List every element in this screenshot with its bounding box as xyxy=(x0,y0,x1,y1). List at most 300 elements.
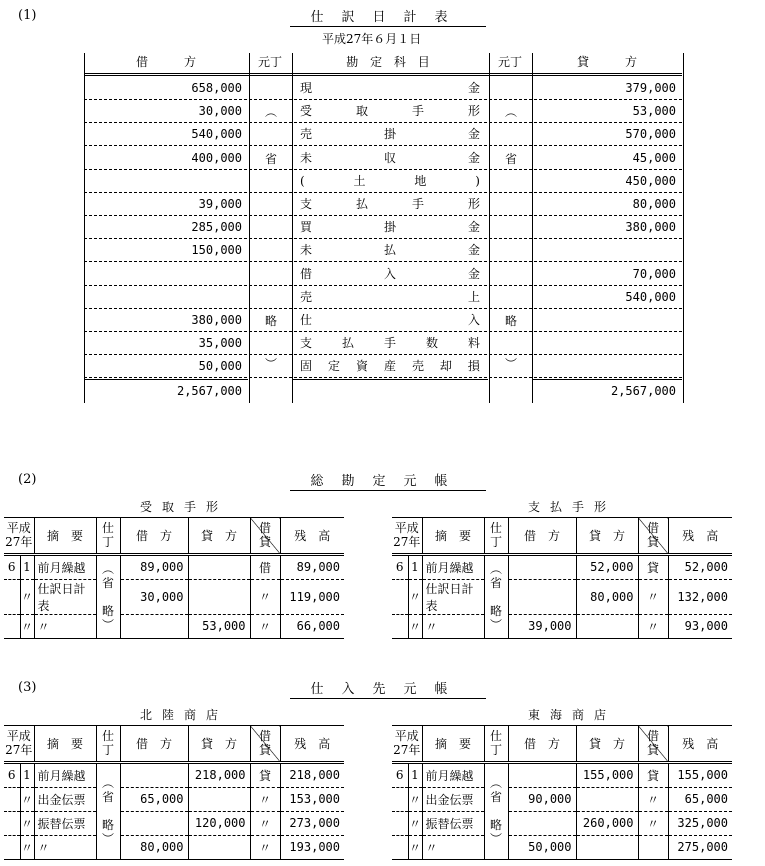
journal-row xyxy=(84,170,682,193)
ledger-day: 1 xyxy=(408,554,422,579)
account-name xyxy=(292,263,488,285)
account-char: 仕 xyxy=(300,313,313,327)
journal-row xyxy=(84,147,682,170)
ledger-dc: 貸 xyxy=(638,554,668,579)
ledger-header-dc xyxy=(250,726,280,762)
omit-2: 略 xyxy=(101,603,114,618)
account-name xyxy=(292,193,488,215)
ledger-debit: 30,000 xyxy=(120,579,188,614)
ledger-row xyxy=(392,579,732,614)
omit-1: 省 xyxy=(101,575,114,590)
ledger-month xyxy=(4,614,20,638)
ledger-header-era: 平成 xyxy=(6,729,31,744)
ledger-row xyxy=(4,811,344,835)
account-char: 産 xyxy=(383,359,396,374)
ref-omit-open-left: ︵ xyxy=(264,105,277,119)
ledger-header-ref-top: 仕 xyxy=(101,521,114,536)
ledger-month xyxy=(4,811,20,835)
total-debit: 2,567,000 xyxy=(84,379,248,402)
debit-amount: 150,000 xyxy=(191,243,242,258)
ledger-balance: 65,000 xyxy=(668,787,732,811)
ledger-header-ref-bottom: 丁 xyxy=(489,535,502,550)
account-char: 収 xyxy=(383,150,396,165)
ledger-header-dc xyxy=(250,518,280,554)
ledger-description: 振替伝票 xyxy=(422,811,484,835)
ledger-header-ref xyxy=(96,518,120,554)
ledger-header-dc-top: 借 xyxy=(258,729,271,744)
ledger-dc: 貸 xyxy=(250,762,280,787)
ledger-balance: 153,000 xyxy=(280,787,344,811)
debit-amount: 39,000 xyxy=(198,197,242,211)
account-char: 未 xyxy=(300,243,313,258)
ledger-table xyxy=(4,725,344,860)
ref-omit-1-right: 省 xyxy=(504,152,517,166)
ledger-header-debit: 借 方 xyxy=(120,518,188,554)
account-char: 料 xyxy=(467,336,480,351)
ledger-dc: 貸 xyxy=(638,762,668,787)
omit-close: ︶ xyxy=(489,617,502,632)
credit-amount: 540,000 xyxy=(625,289,676,304)
ledger-header-ref xyxy=(484,726,508,762)
ledger-day: 1 xyxy=(20,554,34,579)
ledger-row xyxy=(4,835,344,859)
ledger-day: 〃 xyxy=(20,614,34,638)
account-name xyxy=(292,147,488,169)
ledger-debit: 89,000 xyxy=(120,554,188,579)
ledger-header-debit: 借 方 xyxy=(120,726,188,762)
ledger-balance: 325,000 xyxy=(668,811,732,835)
ledger-table xyxy=(392,725,732,860)
ledger-ref-omitted xyxy=(96,762,120,859)
account-char: 入 xyxy=(467,313,480,327)
ledger-credit: 120,000 xyxy=(188,811,250,835)
header-debit: 借 方 xyxy=(135,55,196,69)
ledger-balance: 132,000 xyxy=(668,579,732,614)
ledger-account-name: 東海商店 xyxy=(527,708,616,722)
omit-2: 略 xyxy=(489,603,502,618)
ledger-header-era: 平成 xyxy=(394,729,419,744)
account-name xyxy=(292,332,488,354)
section-1-label: (1) xyxy=(18,8,37,23)
ledger-description: 仕訳日計表 xyxy=(422,579,484,614)
ref-omit-1-left: 省 xyxy=(264,152,277,166)
ledger-debit: 90,000 xyxy=(508,787,576,811)
journal-row xyxy=(84,123,682,146)
debit-amount: 285,000 xyxy=(191,220,242,235)
ledger-day: 〃 xyxy=(20,787,34,811)
ledger-header-desc: 摘 要 xyxy=(34,518,96,554)
ledger-description: 〃 xyxy=(34,835,96,859)
ledger-balance: 93,000 xyxy=(684,619,728,633)
ledger-header-ref-top: 仕 xyxy=(101,729,114,744)
omit-1: 省 xyxy=(101,790,114,804)
ledger-header-debit: 借 方 xyxy=(508,518,576,554)
ledger-dc xyxy=(638,835,668,859)
ledger-credit xyxy=(188,787,250,811)
ledger-header-balance: 残 高 xyxy=(280,518,344,554)
ledger-day: 〃 xyxy=(20,579,34,614)
ledger-debit xyxy=(508,762,576,787)
journal-summary-date: 平成27年６月１日 xyxy=(322,32,422,46)
credit-amount: 53,000 xyxy=(632,104,676,119)
ledger-credit: 53,000 xyxy=(188,614,250,638)
ledger-header-dc xyxy=(638,518,668,554)
account-name xyxy=(292,355,488,377)
omit-close: ︶ xyxy=(489,832,502,846)
journal-row xyxy=(84,355,682,378)
ledger-dc: 借 xyxy=(250,554,280,579)
credit-amount: 570,000 xyxy=(625,127,676,142)
account-char: 上 xyxy=(467,289,480,304)
ledger-account-name: 北陸商店 xyxy=(139,708,228,722)
ledger-row xyxy=(392,762,732,787)
ledger-row xyxy=(392,811,732,835)
ledger-header-ref-top: 仕 xyxy=(489,729,502,744)
omit-2: 略 xyxy=(101,818,114,832)
account-char: 受 xyxy=(300,104,313,119)
account-char: 土 xyxy=(353,173,366,188)
ledger-description: 振替伝票 xyxy=(34,811,96,835)
journal-summary-table xyxy=(84,53,682,403)
ledger-month xyxy=(392,835,408,859)
account-char: 売 xyxy=(300,127,313,142)
ledger-header-year: 27年 xyxy=(5,535,33,550)
account-char: 払 xyxy=(341,336,354,351)
ledger-dc: 〃 xyxy=(638,787,668,811)
account-char: ) xyxy=(475,173,480,188)
ledger-header-year: 27年 xyxy=(393,535,421,550)
ledger-day: 〃 xyxy=(408,579,422,614)
debit-amount: 400,000 xyxy=(191,150,242,165)
journal-row xyxy=(84,77,682,100)
ledger-debit xyxy=(508,811,576,835)
account-char: 借 xyxy=(300,266,313,281)
ledger-account-name: 支払手形 xyxy=(527,500,616,514)
account-name xyxy=(292,123,488,145)
ledger-balance: 52,000 xyxy=(668,554,732,579)
ledger-ref-omitted xyxy=(484,554,508,638)
credit-amount: 70,000 xyxy=(632,266,676,281)
ledger-description: 仕訳日計表 xyxy=(34,579,96,614)
account-char: 手 xyxy=(411,104,424,119)
ledger-header-ref-bottom: 丁 xyxy=(101,535,114,550)
credit-amount: 45,000 xyxy=(632,150,676,165)
ledger-credit: 52,000 xyxy=(576,554,638,579)
general-ledger-title: 総勘定元帳 xyxy=(290,470,486,491)
journal-row xyxy=(84,193,682,216)
ledger-day: 〃 xyxy=(408,787,422,811)
ledger-debit xyxy=(120,811,188,835)
ledger-dc: 〃 xyxy=(250,835,280,859)
account-name xyxy=(292,77,488,99)
ledger-row xyxy=(4,579,344,614)
debit-amount: 658,000 xyxy=(191,81,242,95)
ledger-description: 〃 xyxy=(422,614,484,638)
ledger-day: 〃 xyxy=(20,835,34,859)
ledger-header-date xyxy=(392,518,422,554)
ledger-header-balance: 残 高 xyxy=(668,518,732,554)
ledger-description: 前月繰越 xyxy=(422,554,484,579)
ledger-credit xyxy=(576,835,638,859)
account-char: 地 xyxy=(414,173,427,188)
ledger-balance: 119,000 xyxy=(280,579,344,614)
ledger-dc: 〃 xyxy=(638,811,668,835)
omit-close: ︶ xyxy=(101,832,114,846)
ledger-row xyxy=(4,554,344,579)
ledger-description: 出金伝票 xyxy=(422,787,484,811)
ledger-header-credit: 貸 方 xyxy=(576,518,638,554)
account-char: 数 xyxy=(425,336,438,351)
ledger-month xyxy=(4,835,20,859)
ledger-header-date xyxy=(4,518,34,554)
ref-omit-close-right: ︶ xyxy=(504,357,517,371)
total-account-blank xyxy=(292,379,488,401)
ledger-header-credit: 貸 方 xyxy=(576,726,638,762)
account-char: 払 xyxy=(355,197,368,211)
ledger-row xyxy=(392,787,732,811)
account-char: 損 xyxy=(467,359,480,374)
ledger-header-credit: 貸 方 xyxy=(188,518,250,554)
omit-open: ︵ xyxy=(489,561,502,576)
account-char: 資 xyxy=(355,359,368,374)
journal-row xyxy=(84,309,682,332)
ledger-month xyxy=(4,579,20,614)
account-char: 金 xyxy=(467,220,480,235)
omit-open: ︵ xyxy=(489,776,502,790)
debit-amount: 35,000 xyxy=(198,336,242,351)
ledger-balance: 273,000 xyxy=(280,811,344,835)
ledger-header-ref-top: 仕 xyxy=(489,521,502,536)
account-char: 現 xyxy=(300,81,313,95)
ledger-description: 出金伝票 xyxy=(34,787,96,811)
ledger-debit xyxy=(508,579,576,614)
ledger-header-debit: 借 方 xyxy=(508,726,576,762)
ledger-balance: 193,000 xyxy=(289,840,340,854)
ledger-header-balance: 残 高 xyxy=(668,726,732,762)
ledger-debit: 80,000 xyxy=(120,835,188,859)
ledger-credit xyxy=(188,835,250,859)
account-char: 形 xyxy=(467,104,480,119)
journal-row xyxy=(84,286,682,309)
debit-amount: 540,000 xyxy=(191,127,242,142)
credit-amount: 379,000 xyxy=(625,81,676,95)
section-2-label: (2) xyxy=(18,472,37,487)
credit-amount: 450,000 xyxy=(625,173,676,188)
account-name xyxy=(292,309,488,331)
ledger-description: 〃 xyxy=(422,835,484,859)
account-name xyxy=(292,286,488,308)
header-ref-left: 元丁 xyxy=(257,55,282,69)
ledger-credit xyxy=(576,787,638,811)
header-ref-right: 元丁 xyxy=(497,55,522,69)
journal-row xyxy=(84,263,682,286)
ledger-dc: 〃 xyxy=(638,614,668,638)
omit-1: 省 xyxy=(489,575,502,590)
omit-close: ︶ xyxy=(101,617,114,632)
journal-total-row xyxy=(84,379,682,401)
account-char: 売 xyxy=(300,289,313,304)
debit-amount: 50,000 xyxy=(198,359,242,374)
ledger-header-balance: 残 高 xyxy=(280,726,344,762)
ledger-header-dc-top: 借 xyxy=(646,521,659,536)
ledger-header-year: 27年 xyxy=(393,743,421,758)
ledger-table xyxy=(4,517,344,639)
ledger-month xyxy=(392,787,408,811)
ledger-ref-omitted xyxy=(96,554,120,638)
ledger-description: 〃 xyxy=(34,614,96,638)
ledger-day: 〃 xyxy=(408,811,422,835)
ledger-header-dc-bottom: 貸 xyxy=(258,535,271,550)
ledger-ref-omitted xyxy=(484,762,508,859)
journal-row xyxy=(84,100,682,123)
account-char: 入 xyxy=(383,266,396,281)
ledger-month xyxy=(392,811,408,835)
ref-omit-2-right: 略 xyxy=(504,314,517,328)
ledger-row xyxy=(392,554,732,579)
ledger-month: 6 xyxy=(392,762,408,787)
ledger-row xyxy=(4,762,344,787)
ledger-description: 前月繰越 xyxy=(34,554,96,579)
account-char: 売 xyxy=(411,359,424,374)
ledger-header-dc xyxy=(638,726,668,762)
ledger-day: 〃 xyxy=(408,835,422,859)
ledger-credit xyxy=(188,554,250,579)
ledger-header-dc-top: 借 xyxy=(258,521,271,536)
ref-omit-2-left: 略 xyxy=(264,314,277,328)
account-char: 金 xyxy=(467,266,480,281)
ledger-credit: 80,000 xyxy=(576,579,638,614)
omit-1: 省 xyxy=(489,790,502,804)
account-char: 固 xyxy=(300,359,313,374)
ledger-header-dc-bottom: 貸 xyxy=(646,535,659,550)
ledger-row xyxy=(4,787,344,811)
ledger-header-era: 平成 xyxy=(6,521,31,536)
ledger-header-ref-bottom: 丁 xyxy=(101,743,114,758)
journal-summary-header xyxy=(84,53,682,76)
account-char: 定 xyxy=(327,359,340,374)
journal-row xyxy=(84,332,682,355)
ledger-dc: 〃 xyxy=(250,787,280,811)
ledger-dc: 〃 xyxy=(250,614,280,638)
ledger-header-dc-bottom: 貸 xyxy=(258,743,271,758)
ledger-credit: 155,000 xyxy=(576,762,638,787)
credit-amount: 380,000 xyxy=(625,220,676,235)
ledger-account-name: 受取手形 xyxy=(139,500,228,514)
ledger-day: 〃 xyxy=(20,811,34,835)
ledger-header-year: 27年 xyxy=(5,743,33,758)
ledger-header-dc-top: 借 xyxy=(646,729,659,744)
account-char: 手 xyxy=(411,197,424,211)
total-credit: 2,567,000 xyxy=(532,379,682,402)
account-char: ( xyxy=(300,173,305,188)
account-char: 取 xyxy=(355,104,368,119)
ledger-day: 〃 xyxy=(408,614,422,638)
omit-open: ︵ xyxy=(101,561,114,576)
account-char: 手 xyxy=(383,336,396,351)
header-credit: 貸 方 xyxy=(576,55,637,69)
ledger-header-ref xyxy=(484,518,508,554)
ledger-table xyxy=(392,517,732,639)
account-char: 形 xyxy=(467,197,480,211)
omit-2: 略 xyxy=(489,818,502,832)
ledger-credit: 260,000 xyxy=(576,811,638,835)
ledger-debit: 50,000 xyxy=(508,835,576,859)
account-char: 金 xyxy=(467,81,480,95)
ledger-description: 前月繰越 xyxy=(422,762,484,787)
ledger-header-ref-bottom: 丁 xyxy=(489,743,502,758)
account-char: 掛 xyxy=(383,220,396,235)
ledger-description: 前月繰越 xyxy=(34,762,96,787)
ledger-header-date xyxy=(4,726,34,762)
ledger-row xyxy=(4,614,344,638)
ledger-credit: 218,000 xyxy=(188,762,250,787)
ledger-dc: 〃 xyxy=(250,811,280,835)
ledger-debit xyxy=(120,762,188,787)
ref-omit-open-right: ︵ xyxy=(504,105,517,119)
ledger-header-date xyxy=(392,726,422,762)
ledger-month xyxy=(4,787,20,811)
ledger-balance: 66,000 xyxy=(296,619,340,633)
journal-row xyxy=(84,239,682,262)
account-name xyxy=(292,216,488,238)
account-char: 金 xyxy=(467,150,480,165)
ledger-balance: 218,000 xyxy=(280,762,344,787)
ledger-dc: 〃 xyxy=(250,579,280,614)
ledger-credit xyxy=(576,614,638,638)
account-char: 却 xyxy=(439,359,452,374)
ledger-day: 1 xyxy=(20,762,34,787)
account-char: 払 xyxy=(383,243,396,258)
ledger-debit: 65,000 xyxy=(120,787,188,811)
ledger-day: 1 xyxy=(408,762,422,787)
account-name xyxy=(292,170,488,192)
ledger-debit: 39,000 xyxy=(508,614,576,638)
ledger-balance: 155,000 xyxy=(668,762,732,787)
ledger-credit xyxy=(188,579,250,614)
ledger-debit xyxy=(508,554,576,579)
journal-row xyxy=(84,216,682,239)
account-char: 買 xyxy=(300,220,313,235)
account-name xyxy=(292,239,488,261)
ledger-header-desc: 摘 要 xyxy=(422,518,484,554)
account-char: 支 xyxy=(300,336,313,351)
ledger-month: 6 xyxy=(392,554,408,579)
account-char: 未 xyxy=(300,150,313,165)
account-char: 支 xyxy=(300,197,313,211)
ledger-header-credit: 貸 方 xyxy=(188,726,250,762)
supplier-ledger-title: 仕入先元帳 xyxy=(290,678,486,699)
ledger-row xyxy=(392,835,732,859)
ledger-balance: 275,000 xyxy=(677,840,728,854)
account-char: 金 xyxy=(467,243,480,258)
account-char: 金 xyxy=(467,127,480,142)
ledger-header-desc: 摘 要 xyxy=(34,726,96,762)
ledger-row xyxy=(392,614,732,638)
ref-omit-close-left: ︶ xyxy=(264,357,277,371)
ledger-balance: 89,000 xyxy=(280,554,344,579)
omit-open: ︵ xyxy=(101,776,114,790)
ledger-header-desc: 摘 要 xyxy=(422,726,484,762)
ledger-month: 6 xyxy=(4,762,20,787)
section-3-label: (3) xyxy=(18,680,37,695)
header-account: 勘 定 科 目 xyxy=(346,55,434,69)
ledger-month xyxy=(392,614,408,638)
debit-amount: 380,000 xyxy=(191,313,242,327)
ledger-debit xyxy=(120,614,188,638)
journal-summary-title: 仕訳日計表 xyxy=(290,6,486,27)
ledger-header-ref xyxy=(96,726,120,762)
ledger-dc: 〃 xyxy=(638,579,668,614)
